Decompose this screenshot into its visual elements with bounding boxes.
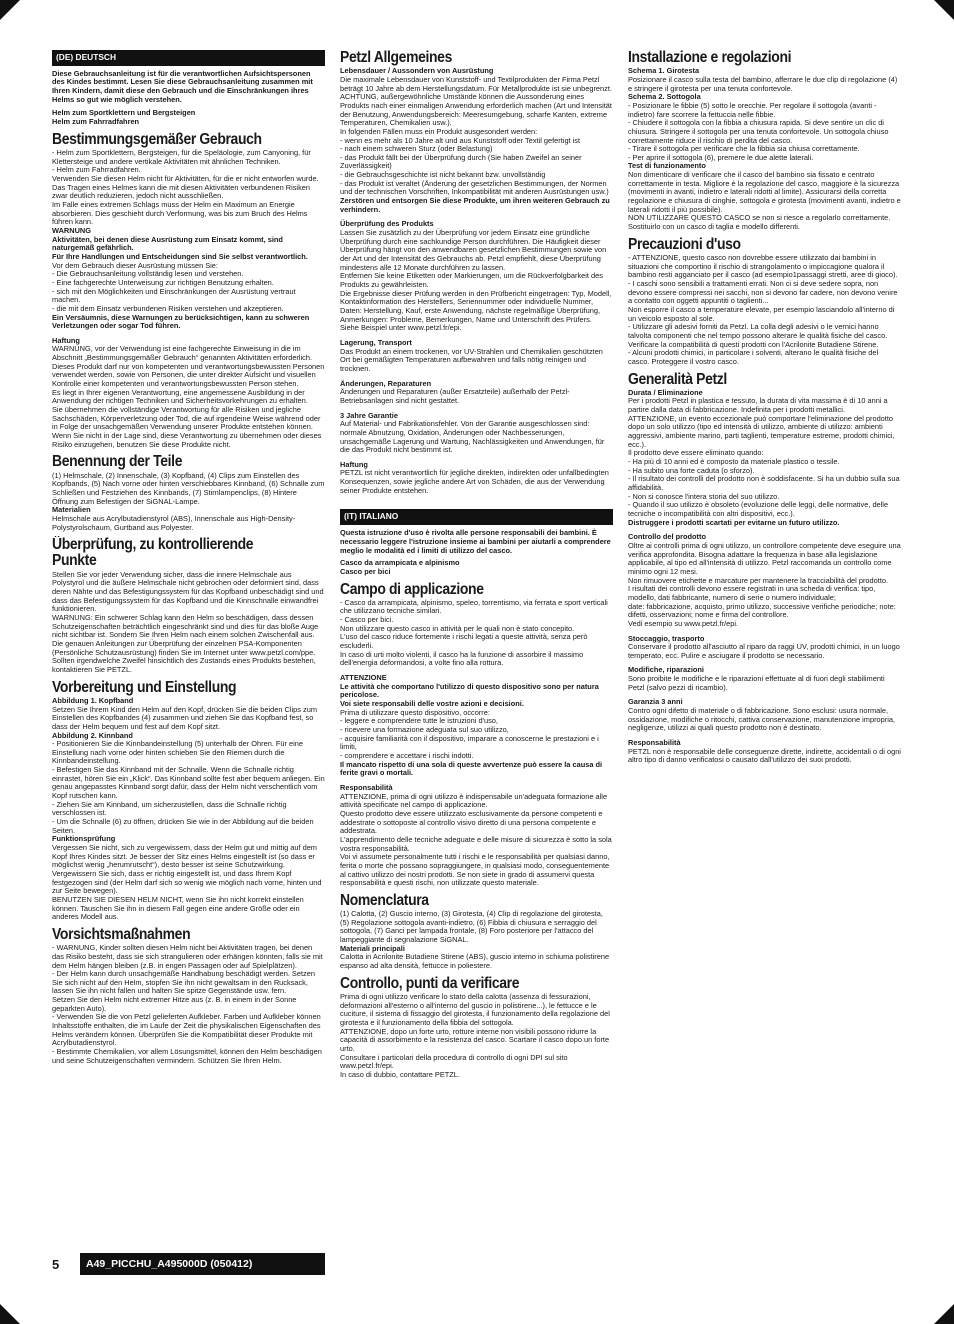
subheading-figure-2: Abbildung 2. Kinnband xyxy=(52,730,133,740)
text-figure-2: - Positionieren Sie die Kinnbandeinstellung (5) unterhalb der Ohren. Für eine Einstellung nach vorne oder hinten schieben Sie den Riemen durch die Kinnbandeinstellung. - Befestigen Sie das Kinnband mit der Schnalle. Wenn die Schnalle richtig einrastet, hören Sie ein „Klick“. Das Kinnband sollte fest aber bequem anliegen. Ein genau angepasstes Kinnband sorgt dafür, dass der Helm nicht verschentlich vom Kopf rutschen kann. - Ziehen Sie am Kinnband, um sicherzustellen, dass die Schnalle richtig verschlossen ist. - Um die Schnalle (6) zu öffnen, drücken Sie wie in der Abbildung auf die beiden Seiten. xyxy=(52,739,325,835)
subheading-modifications: Änderungen, Reparaturen xyxy=(340,378,432,388)
heading-inspection: Überprüfung, zu kontrollierende Punkte xyxy=(52,536,254,570)
language-band-it: (IT) ITALIANO xyxy=(340,509,613,525)
subheading-storage: Lagerung, Transport xyxy=(340,337,412,347)
attenzione-bold-2: Il mancato rispetto di una sola di queste avvertenze può essere la causa di ferite gravi o mortali. xyxy=(340,759,603,778)
warning-bold-2: Ein Versäumnis, diese Warnungen zu berücksichtigen, kann zu schweren Verletzungen oder sogar Tod führen. xyxy=(52,312,310,331)
subheading-materiali: Materiali principali xyxy=(340,943,405,953)
subheading-responsabilita: Responsabilità xyxy=(340,782,393,792)
subheading-guarantee: 3 Jahre Garantie xyxy=(340,410,398,420)
helmet-types-de: Helm zum Sportklettern und Bergsteigen Helm zum Fahrradfahren xyxy=(52,108,196,127)
text-storage: Das Produkt an einem trockenen, vor UV-Strahlen und Chemikalien geschützten Ort bei gemäßigten Temperaturen aufbewahren und falls nötig reinigen und trocknen. xyxy=(340,346,603,373)
heading-field-of-application: Campo di applicazione xyxy=(340,580,484,598)
heading-intended-use: Bestimmungsgemäßer Gebrauch xyxy=(52,130,262,148)
text-lifetime-bold: Zerstören und entsorgen Sie diese Produkte, um ihren weiteren Gebrauch zu verhindern. xyxy=(340,196,610,214)
text-schema-1: Posizionare il casco sulla testa del bambino, afferrare le due clip di regolazione (4) e stringere il girotesta per una tenuta confortevole. xyxy=(628,74,898,93)
subheading-materials: Materialien xyxy=(52,505,91,515)
column-middle xyxy=(340,50,613,1245)
heading-precauzioni: Precauzioni d'uso xyxy=(628,235,741,253)
text-stoccaggio: Conservare il prodotto all'asciutto al riparo da raggi UV, prodotti chimici, in un luogo temperato, ecc. Pulire e asciugare il prodotto se necessario. xyxy=(628,642,900,660)
subheading-responsabilita-petzl: Responsabilità xyxy=(628,738,681,748)
text-durata: Per i prodotti Petzl in plastica e tessuto, la durata di vita massima è di 10 anni a partire dalla data di fabbricazione. Indefinita per i prodotti metallici. ATTENZIONE, un evento eccezionale può comportare l'eliminazione del prodotto dopo un solo utilizzo (tipo ed intensità di utilizzo, ambiente di utilizzo: ambienti aggressivi, ambiente marino, parti taglienti, temperature estreme, prodotti chimici, ecc.). Il prodotto deve essere eliminato quando: - Ha più di 10 anni ed è composto da materiale plastico o tessile. - Ha subito una forte caduta (o sforzo). - Il risultato dei controlli del prodotto non è soddisfacente. Si ha un dubbio sulla sua affidabilità. - Non si conosce l'intera storia del suo utilizzo. - Quando il suo utilizzo è obsoleto (evoluzione delle leggi, delle normative, delle tecniche o incompatibilità con altri dispositivi, ecc.). xyxy=(628,396,900,518)
subheading-liability: Haftung xyxy=(52,335,80,345)
subheading-product-inspection: Überprüfung des Produkts xyxy=(340,219,434,229)
subheading-schema-2: Schema 2. Sottogola xyxy=(628,92,701,102)
page-number: 5 xyxy=(52,1256,60,1272)
subheading-lifetime: Lebensdauer / Aussondern von Ausrüstung xyxy=(340,66,494,76)
corner-mark-bottom-right xyxy=(934,1304,954,1324)
attenzione-text: Prima di utilizzare questo dispositivo, occorre: - leggere e comprendere tutte le istruzioni d'uso, - ricevere una formazione adeguata sul suo utilizzo, - acquisire familiarità con il dispositivo, imparare a conoscerne le prestazioni e i limiti, - comprendere e accettare i rischi indotti. xyxy=(340,707,599,760)
subheading-durata: Durata / Eliminazione xyxy=(628,387,703,397)
text-liability: WARNUNG, vor der Verwendung ist eine fachgerechte Einweisung in die im Abschnitt „Bestimmungsgemäßer Gebrauch“ genannten Aktivitäten erforderlich. Dieses Produkt darf nur von kompetenten und verantwortungsbewussten Personen verwendet werden, sowie von Personen, die unter direkter Aufsicht und visuellen Kontrolle einer kompetenten und verantwortungsbewussten Person stehen. Es liegt in Ihrer eigenen Verantwortung, eine angemessene Ausbildung in der Anwendung der richtigen Techniken und Sicherheitsvorkehrungen zu erhalten. Sie übernehmen die vollständige Verantwortung für alle Risiken und jegliche Sachschäden, Körperverletzung oder Tod, die auf irgendeine Weise während oder in Folge der unsachgemäßen Verwendung unserer Produkte entstehen können. Wenn Sie nicht in der Lage sind, diese Verantwortung zu übernehmen oder dieses Risiko einzugehen, benutzen Sie diese Produkte nicht. xyxy=(52,344,325,449)
heading-precautions: Vorsichtsmaßnahmen xyxy=(52,925,191,943)
heading-petzl-general: Petzl Allgemeines xyxy=(340,50,452,66)
attenzione-bold: Le attività che comportano l'utilizzo di questo dispositivo sono per natura pericolose. Voi siete responsabili delle vostre azioni e decisioni. xyxy=(340,681,599,709)
text-modifications: Änderungen und Reparaturen (außer Ersatzteile) außerhalb der Petzl-Betriebsanlagen sind nicht gestattet. xyxy=(340,387,570,405)
text-modifiche: Sono proibite le modifiche e le riparazioni effettuate al di fuori degli stabilimenti Petzl (salvo pezzi di ricambio). xyxy=(628,674,885,692)
warning-bold: Aktivitäten, bei denen diese Ausrüstung zum Einsatz kommt, sind naturgemäß gefährlich. Für Ihre Handlungen und Entscheidungen sind Sie selbst verantwortlich. xyxy=(52,234,308,261)
subheading-figure-1: Abbildung 1. Kopfband xyxy=(52,695,134,705)
corner-mark-top-left xyxy=(0,0,20,20)
heading-controllo: Controllo, punti da verificare xyxy=(340,974,520,992)
intro-de: Diese Gebrauchsanleitung ist für die verantwortlichen Aufsichtspersonen des Kindes bestimmt. Lesen Sie diese Gebrauchsanleitung zusammen mit Ihren Kindern, damit diese den Gebrauch und die Einschränkungen ihres Helms so gut wie möglich verstehen. xyxy=(52,68,313,104)
heading-nomenclature: Benennung der Teile xyxy=(52,453,183,471)
text-materials: Helmschale aus Acrylbutadienstyrol (ABS), Innenschale aus High-Density-Polystyrolschaum, Gurtband aus Polyester. xyxy=(52,513,296,532)
subheading-garanzia: Garanzia 3 anni xyxy=(628,697,683,707)
text-nomenclature: (1) Helmschale, (2) Innenschale, (3) Kopfband, (4) Clips zum Einstellen des Kopfbands, (5) Nach vorne oder hinten verschiebbares Kinnband, (6) Schnalle zum Schließen und Festziehen des Kinnbands, (7) Stirnlampenclips, (8) Hintere Öffnung zum Befestigen der SiGNAL-Lampe. xyxy=(52,470,325,506)
text-intended-use: - Helm zum Sportklettern, Bergsteigen, für die Speläologie, zum Canyoning, für Klettersteige und andere vertikale Aktivitäten mit ähnlichen Techniken. - Helm zum Fahrradfahren. Verwenden Sie diesen Helm nicht für Aktivitäten, für die er nicht entworfen wurde. Das Tragen eines Helmes kann die mit diesen Aktivitäten verbundenen Risiken zwar deutlich reduzieren, jedoch nicht ausschließen. Im Falle eines extremen Schlags muss der Helm ein Maximum an Energie absorbieren. Dies geschieht durch Verformung, was bis zum Bruch des Helms führen kann. xyxy=(52,148,319,227)
subheading-schema-1: Schema 1. Girotesta xyxy=(628,66,700,76)
helmet-types-it: Casco da arrampicata e alpinismo Casco per bici xyxy=(340,558,460,576)
page-footer xyxy=(52,1253,325,1275)
text-test: Non dimenticare di verificare che il casco del bambino sia fissato e centrato correttamente in testa. Migliore è la regolazione del casco, maggiore è la sicurezza (movimenti in avanti, indietro e laterali ridotti al limite). Assicurarsi della corretta regolazione e chiusura di cinghie, sottogola e girotesta (movimenti avanti, indietro e laterali ridotti il più possibile). NON UTILIZZARE QUESTO CASCO se non si riesce a regolarlo correttamente. Sostituirlo con un casco di taglia e modello differenti. xyxy=(628,170,901,232)
text-precauzioni: - ATTENZIONE, questo casco non dovrebbe essere utilizzato dai bambini in situazioni che comportino il rischio di strangolamento o impiccagione qualora il bambino resti agganciato per il casco (ad esempio1passaggi stretti, aree di gioco). - I caschi sono sensibili a trattamenti errati. Non ci si deve sedere sopra, non devono essere compressi nei sacchi, non si devono far cadere, non devono venire a contatto con oggetti appuntiti o taglienti... Non esporre il casco a temperature elevate, per esempio lasciandolo all'interno di un veicolo esposto al sole. - Utilizzare gli adesivi forniti da Petzl. La colla degli adesivi o le vernici hanno talvolta componenti che nel tempo possono alterare le qualità fisiche del casco. Verificare la compatibilità di questi prodotti con l'Acrilonite Butadiene Stirene. - Alcuni prodotti chimici, in particolare i solventi, alterano le qualità fisiche del casco. Proteggere il vostro casco. xyxy=(628,253,898,366)
subheading-test: Test di funzionamento xyxy=(628,161,706,171)
subheading-stoccaggio: Stoccaggio, trasporto xyxy=(628,633,705,643)
heading-generalita: Generalità Petzl xyxy=(628,370,727,388)
intro-it: Questa istruzione d'uso è rivolta alle persone responsabili dei bambini. È necessario leggere l'istruzione insieme ai bambini per aiutarli a comprendere meglio le modalità ed i limiti di utilizzo del casco. xyxy=(340,528,611,555)
subheading-pg-liability: Haftung xyxy=(340,459,368,469)
text-product-inspection: Lassen Sie zusätzlich zu der Überprüfung vor jedem Einsatz eine gründliche Überprüfung durch eine sachkundige Person durchführen. Die Häufigkeit dieser Überprüfung hängt von den anwendbaren gesetzlichen Bestimmungen sowie von der Art und der Intensität des Gebrauchs ab. Petzl empfiehlt, diese Überprüfung mindestens alle 12 Monate durchführen zu lassen. Entfernen Sie keine Etiketten oder Markierungen, um die Rückverfolgbarkeit des Produkts zu gewährleisten. Die Ergebnisse dieser Prüfung werden in den Prüfbericht eingetragen: Typ, Modell, Kontaktinformation des Herstellers, Seriennummer oder individuelle Nummer, Daten: Herstellung, Kauf, erste Anwendung, nächste regelmäßige Überprüfung, Anmerkungen: Probleme, Bemerkungen, Name und Unterschrift des Prüfers. Siehe Beispiel unter www.petzl.fr/epi. xyxy=(340,228,612,333)
text-durata-bold: Distruggere i prodotti scartati per evitarne un futuro utilizzo. xyxy=(628,517,840,527)
text-controllo: Prima di ogni utilizzo verificare lo stato della calotta (assenza di fessurazioni, deformazioni all'esterno o all'interno del guscio in polistirene...), le fettucce e le cuciture, il sistema di fissaggio del girotesta, il funzionamento della regolazione del girotesta e il funzionamento della fibbia del sottogola. ATTENZIONE, dopo un forte urto, rotture interne non visibili possono ridurre la capacità di assorbimento e la resistenza del casco. Scartare il casco dopo un forte urto. Consultare i particolari della procedura di controllo di ogni DPI sul sito www.petzl.fr/epi. In caso di dubbio, contattare PETZL. xyxy=(340,991,610,1079)
column-german xyxy=(52,50,325,1245)
text-pg-liability: PETZL ist nicht verantwortlich für jegliche direkten, indirekten oder unfallbedingten Konsequenzen, sowie jegliche andere Art von Schäden, die aus der Verwendung seiner Produkte entstehen. xyxy=(340,468,609,495)
heading-nomenclatura: Nomenclatura xyxy=(340,891,429,909)
text-responsabilita: ATTENZIONE, prima di ogni utilizzo è indispensabile un'adeguata formazione alle attività specificate nel campo di applicazione. Questo prodotto deve essere utilizzato esclusivamente da persone competenti e addestrate o sottoposte al controllo visivo diretto di una persona competente e addestrata. L'apprendimento delle tecniche adeguate e delle misure di sicurezza è sotto la sola vostra responsabilità. Voi vi assumete personalmente tutti i rischi e le responsabilità per qualsiasi danno, ferita o morte che possano sopraggiungere, in qualsiasi modo, conseguentemente al cattivo utilizzo dei nostri prodotti. Se non siete in grado di assumervi questa responsabilità e questi rischi, non utilizzate questo materiale. xyxy=(340,791,612,888)
subheading-function-check: Funktionsprüfung xyxy=(52,834,116,844)
text-schema-2: - Posizionare le fibbie (5) sotto le orecchie. Per regolare il sottogola (avanti - indietro) fare scorrere la fettuccia nelle fibbie. - Chiudere il sottogola con la fibbia a chiusura rapida. Si deve sentire un clic di chiusura. Stringere il sottogola per una tenuta confortevole. Un sottogola chiuso correttamente riduce il rischio di perdita del casco. - Tirare il sottogola per verificare che la fibbia sia chiusa correttamente. - Per aprire il sottogola (6), premere le due alette laterali. xyxy=(628,100,889,162)
language-band-de: (DE) DEUTSCH xyxy=(52,50,325,66)
text-controllo-prodotto: Oltre ai controlli prima di ogni utilizzo, un controllore competente deve eseguire una verifica approfondita. Bisogna adattare la frequenza in base alla legislazione applicabile, al tipo ed all'intensità di utilizzo. Petzl raccomanda un controllo come minimo ogni 12 mesi. Non rimuovere etichette e marcature per mantenere la tracciabilità del prodotto. I risultati dei controlli devono essere registrati in una scheda di verifica: tipo, modello, dati fabbricante, numero di serie o numero individuale; date: fabbricazione, acquisto, primo utilizzo, successive verifiche periodiche; note: difetti, osservazioni; nome e firma del controllore. Vedi esempio su www.petzl.fr/epi. xyxy=(628,540,901,628)
text-garanzia: Contro ogni difetto di materiale o di fabbricazione. Sono esclusi: usura normale, ossidazione, modifiche o ritocchi, cattiva conservazione, manutenzione impropria, negligenze, utilizzi ai quali questo prodotto non è destinato. xyxy=(628,706,896,733)
subheading-attenzione: ATTENZIONE xyxy=(340,673,387,683)
column-italian xyxy=(628,50,901,1245)
text-function-check: Vergessen Sie nicht, sich zu vergewissern, dass der Helm gut und mittig auf dem Kopf Ihres Kindes sitzt. Je besser der Sitz eines Helms eingestellt ist (so dass er möglichst wenig „herumrutscht“), desto besser ist seine Schutzwirkung. Vergewissern Sie sich, dass er richtig eingestellt ist, und dass Ihrem Kopf festgezogen sind (der Helm darf sich so wenig wie möglich nach vorne, hinten und zur Seite bewegen). BENUTZEN SIE DIESEN HELM NICHT, wenn Sie ihn nicht korrekt einstellen können. Tauschen Sie ihn in diesem Fall gegen eine andere Größe oder ein anderes Modell aus. xyxy=(52,843,322,922)
heading-preparation: Vorbereitung und Einstellung xyxy=(52,678,237,696)
text-lifetime: Die maximale Lebensdauer von Kunststoff- und Textilprodukten der Firma Petzl beträgt 10 Jahre ab dem Herstellungsdatum. Für Metallprodukte ist sie unbegrenzt. ACHTUNG, außergewöhnliche Umstände können die Aussonderung eines Produkts nach einer einmaligen Anwendung erforderlich machen (Art und Intensität der Benutzung, Anwendungsbereich: Meeresumgebung, scharfe Kanten, extreme Temperaturen, Chemikalien usw.). In folgenden Fällen muss ein Produkt ausgesondert werden: - wenn es mehr als 10 Jahre alt und aus Kunststoff oder Textil gefertigt ist - nach einem schweren Sturz (oder Belastung) - das Produkt fällt bei der Überprüfung durch (Sie haben Zweifel an seiner Zuverlässigkeit) - die Gebrauchsgeschichte ist nicht bekannt bzw. unvollständig - das Produkt ist veraltet (Änderung der gesetzlichen Bestimmungen, der Normen und der technischen Vorschriften, Inkompatibilität mit anderen Ausrüstungen usw.) xyxy=(340,74,612,197)
text-field-of-application: - Casco da arrampicata, alpinismo, speleo, torrentismo, via ferrata e sport verticali che utilizzano tecniche similari. - Casco per bici. Non utilizzare questo casco in attività per le quali non è stato concepito. L'uso del casco riduce fortemente i rischi legati a queste attività, senza però escluderli. In caso di urti molto violenti, il casco ha la funzione di assorbire il massimo dell'energia deformandosi, a volte fino alla rottura. xyxy=(340,597,608,668)
subheading-warning: WARNUNG xyxy=(52,225,92,235)
text-responsabilita-petzl: PETZL non è responsabile delle conseguenze dirette, indirette, accidentali o di ogni altro tipo di danno verificatosi o causato dall'utilizzo dei suoi prodotti. xyxy=(628,746,901,765)
subheading-controllo-prodotto: Controllo del prodotto xyxy=(628,532,706,542)
document-code: A49_PICCHU_A495000D (050412) xyxy=(80,1253,325,1275)
warning-text: Vor dem Gebrauch dieser Ausrüstung müssen Sie: - Die Gebrauchsanleitung vollständig lesen und verstehen. - Eine fachgerechte Unterweisung zur richtigen Benutzung erhalten. - sich mit den Möglichkeiten und Einschränkungen der Ausrüstung vertraut machen. - die mit dem Einsatz verbundenen Risiken verstehen und akzeptieren. xyxy=(52,260,296,313)
text-inspection: Stellen Sie vor jeder Verwendung sicher, dass die innere Helmschale aus Polystyrol und die äußere Helmschale nicht gebrochen oder deformiert sind, dass deren Nähte und das Befestigungssystem für das Kopfband unbeschädigt sind und dass das Befestigungssystem für das Kopfband und die Kinnschnalle einwandfrei funktionieren. WARNUNG: Ein schwerer Schlag kann den Helm so beschädigen, dass dessen Schutzeigenschaften beträchtlich eingeschränkt sind und dies für das bloße Auge nicht sichtbar ist. Sondern Sie Ihren Helm nach einem solchen Zwischenfall aus. Die genauen Anleitungen zur Überprüfung der einzelnen PSA-Komponenten (Persönliche Schutzausrüstung) finden Sie im Internet unter www.petzl.com/ppe. Sollten irgendwelche Zweifel hinsichtlich des Zustands eines Produkts bestehen, kontaktieren Sie PETZL. xyxy=(52,569,324,674)
heading-installazione: Installazione e regolazioni xyxy=(628,50,792,66)
text-precautions: - WARNUNG, Kinder sollten diesen Helm nicht bei Aktivitäten tragen, bei denen das Risiko besteht, dass sie sich strangulieren oder erhängen könnten, falls sie mit dem Helm hängen bleiben (z.B. in engen Passagen oder auf Spielplätzen). - Der Helm kann durch unsachgemäße Handhabung beschädigt werden. Setzen Sie sich nicht auf den Helm, stopfen Sie ihn nicht gewaltsam in den Rucksack, lassen Sie ihn nicht fallen und halten Sie spitze Gegenstände usw. fern. Setzen Sie den Helm nicht extremer Hitze aus (z. B. in einem in der Sonne geparkten Auto). - Verwenden Sie die von Petzl gelieferten Aufkleber. Farben und Aufkleber können Inhaltsstoffe enthalten, die im Laufe der Zeit die physikalischen Eigenschaften des Helms verändern können. Überprüfen Sie die Kompatibilität dieser Produkte mit Acrylbutadienstyrol. - Bestimmte Chemikalien, vor allem Lösungsmittel, können den Helm beschädigen und seine Schutzeigenschaften vermindern. Schützen Sie Ihren Helm. xyxy=(52,943,323,1065)
text-guarantee: Auf Material- und Fabrikationsfehler. Von der Garantie ausgeschlossen sind: normale Abnutzung, Oxidation, Änderungen oder Nachbesserungen, unsachgemäße Lagerung und Wartung, Nachlässigkeiten und Anwendungen, für die das Produkt nicht bestimmt ist. xyxy=(340,419,605,455)
text-nomenclatura: (1) Calotta, (2) Guscio interno, (3) Girotesta, (4) Clip di regolazione del girotesta, (5) Regolazione sottogola avanti-indietro, (6) Fibbia di chiusura e serraggio del sottogola, (7) Ganci per lampada frontale, (8) Foro posteriore per l'attacco del lampeggiante di segnalazione SiGNAL. xyxy=(340,909,603,945)
subheading-modifiche: Modifiche, riparazioni xyxy=(628,665,704,675)
text-figure-1: Setzen Sie Ihrem Kind den Helm auf den Kopf, drücken Sie die beiden Clips zum Einstellen des Kopfbandes (4) zusammen und ziehen Sie das Kopfband fest, so dass der Helm bequem und fest auf dem Kopf sitzt. xyxy=(52,704,317,731)
text-materiali: Calotta in Acrilonite Butadiene Stirene (ABS), guscio interno in schiuma polistirene espanso ad alta densità, fettucce in poliestere. xyxy=(340,952,610,971)
corner-mark-top-right xyxy=(934,0,954,20)
corner-mark-bottom-left xyxy=(0,1304,20,1324)
